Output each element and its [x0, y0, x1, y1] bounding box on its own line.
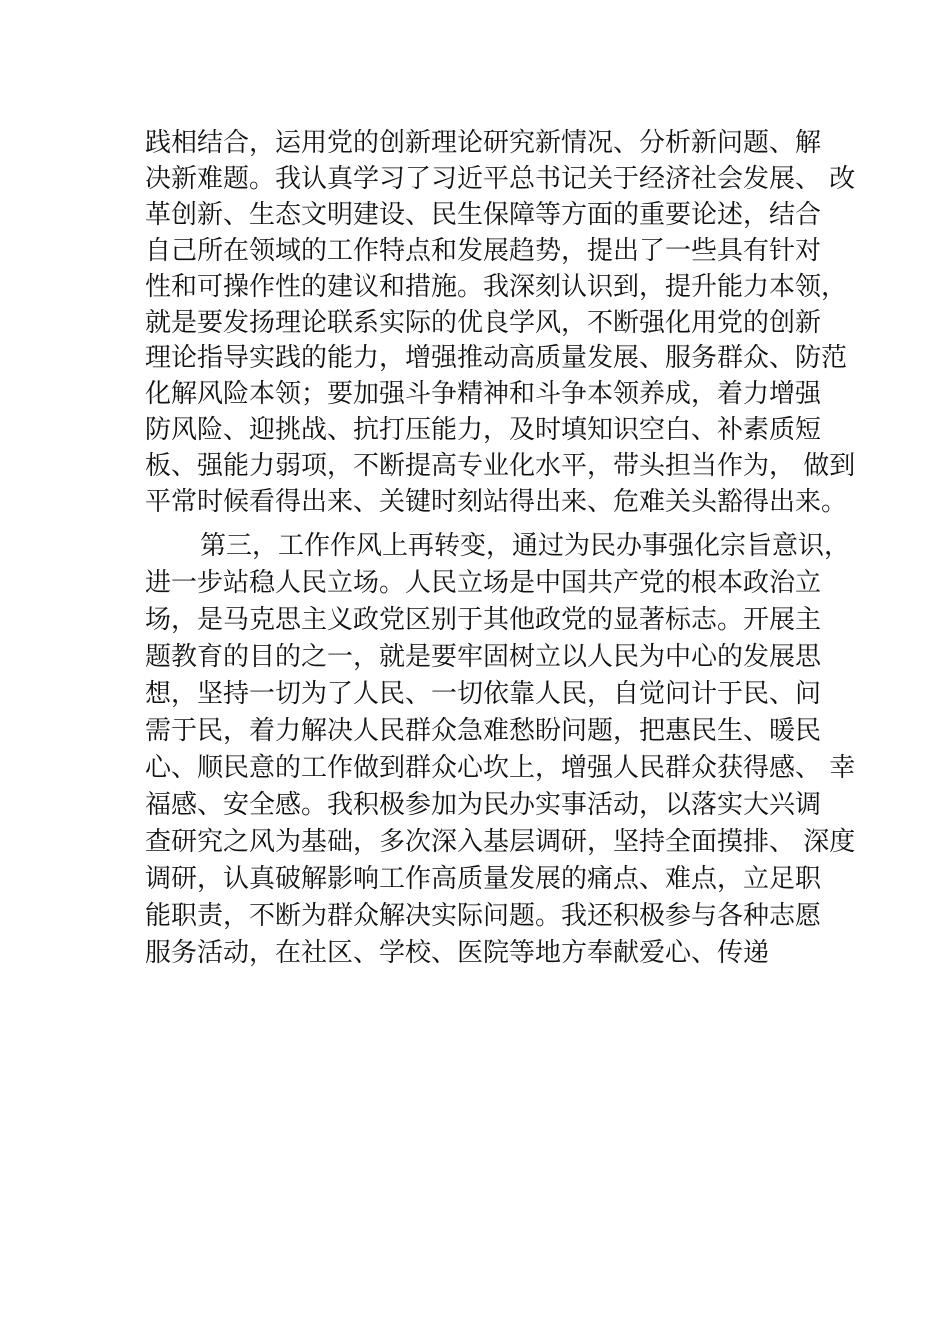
paragraph-2-line: 第三，工作作风上再转变，通过为民办事强化宗旨意识，	[200, 531, 851, 561]
paragraph-1-line: 自己所在领域的工作特点和发展趋势，提出了一些具有针对	[145, 235, 822, 266]
paragraph-2-line: 服务活动，在社区、学校、医院等地方奉献爱心、传递	[145, 938, 770, 968]
paragraph-1-line: 决新难题。我认真学习了习近平总书记关于经济社会发展、 改	[145, 163, 856, 194]
paragraph-2-line: 调研，认真破解影响工作高质量发展的痛点、难点，立足职	[145, 864, 822, 894]
paragraph-2-line: 题教育的目的之一，就是要牢固树立以人民为中心的发展思	[145, 642, 822, 672]
paragraph-1-line: 化解风险本领；要加强斗争精神和斗争本领养成，着力增强	[145, 379, 822, 410]
paragraph-1-line: 板、强能力弱项，不断提高专业化水平，带头担当作为， 做到	[145, 451, 856, 482]
paragraph-1-line: 性和可操作性的建议和措施。我深刻认识到，提升能力本领，	[145, 271, 848, 302]
paragraph-1-line: 革创新、生态文明建设、民生保障等方面的重要论述，结合	[145, 199, 822, 230]
paragraph-2-line: 进一步站稳人民立场。人民立场是中国共产党的根本政治立	[145, 568, 822, 598]
paragraph-1-line: 平常时候看得出来、关键时刻站得出来、危难关头豁得出来。	[145, 487, 848, 517]
paragraph-2-line: 能职责，不断为群众解决实际问题。我还积极参与各种志愿	[145, 901, 822, 931]
paragraph-2-line: 查研究之风为基础，多次深入基层调研，坚持全面摸排、 深度	[145, 827, 856, 857]
paragraph-1-line: 防风险、迎挑战、抗打压能力，及时填知识空白、补素质短	[145, 415, 822, 446]
paragraph-2-line: 需于民，着力解决人民群众急难愁盼问题，把惠民生、暖民	[145, 716, 822, 746]
paragraph-2-line: 想，坚持一切为了人民、一切依靠人民，自觉问计于民、问	[145, 679, 822, 709]
paragraph-2-line: 场，是马克思主义政党区别于其他政党的显著标志。开展主	[145, 605, 822, 635]
paragraph-1-line: 就是要发扬理论联系实际的优良学风，不断强化用党的创新	[145, 307, 822, 338]
paragraph-1-line: 理论指导实践的能力，增强推动高质量发展、服务群众、防范	[145, 343, 848, 374]
paragraph-2-line: 心、顺民意的工作做到群众心坎上，增强人民群众获得感、 幸	[145, 753, 856, 783]
paragraph-1-line: 践相结合，运用党的创新理论研究新情况、分析新问题、解	[145, 128, 822, 158]
paragraph-2-line: 福感、安全感。我积极参加为民办实事活动，以落实大兴调	[145, 790, 822, 820]
